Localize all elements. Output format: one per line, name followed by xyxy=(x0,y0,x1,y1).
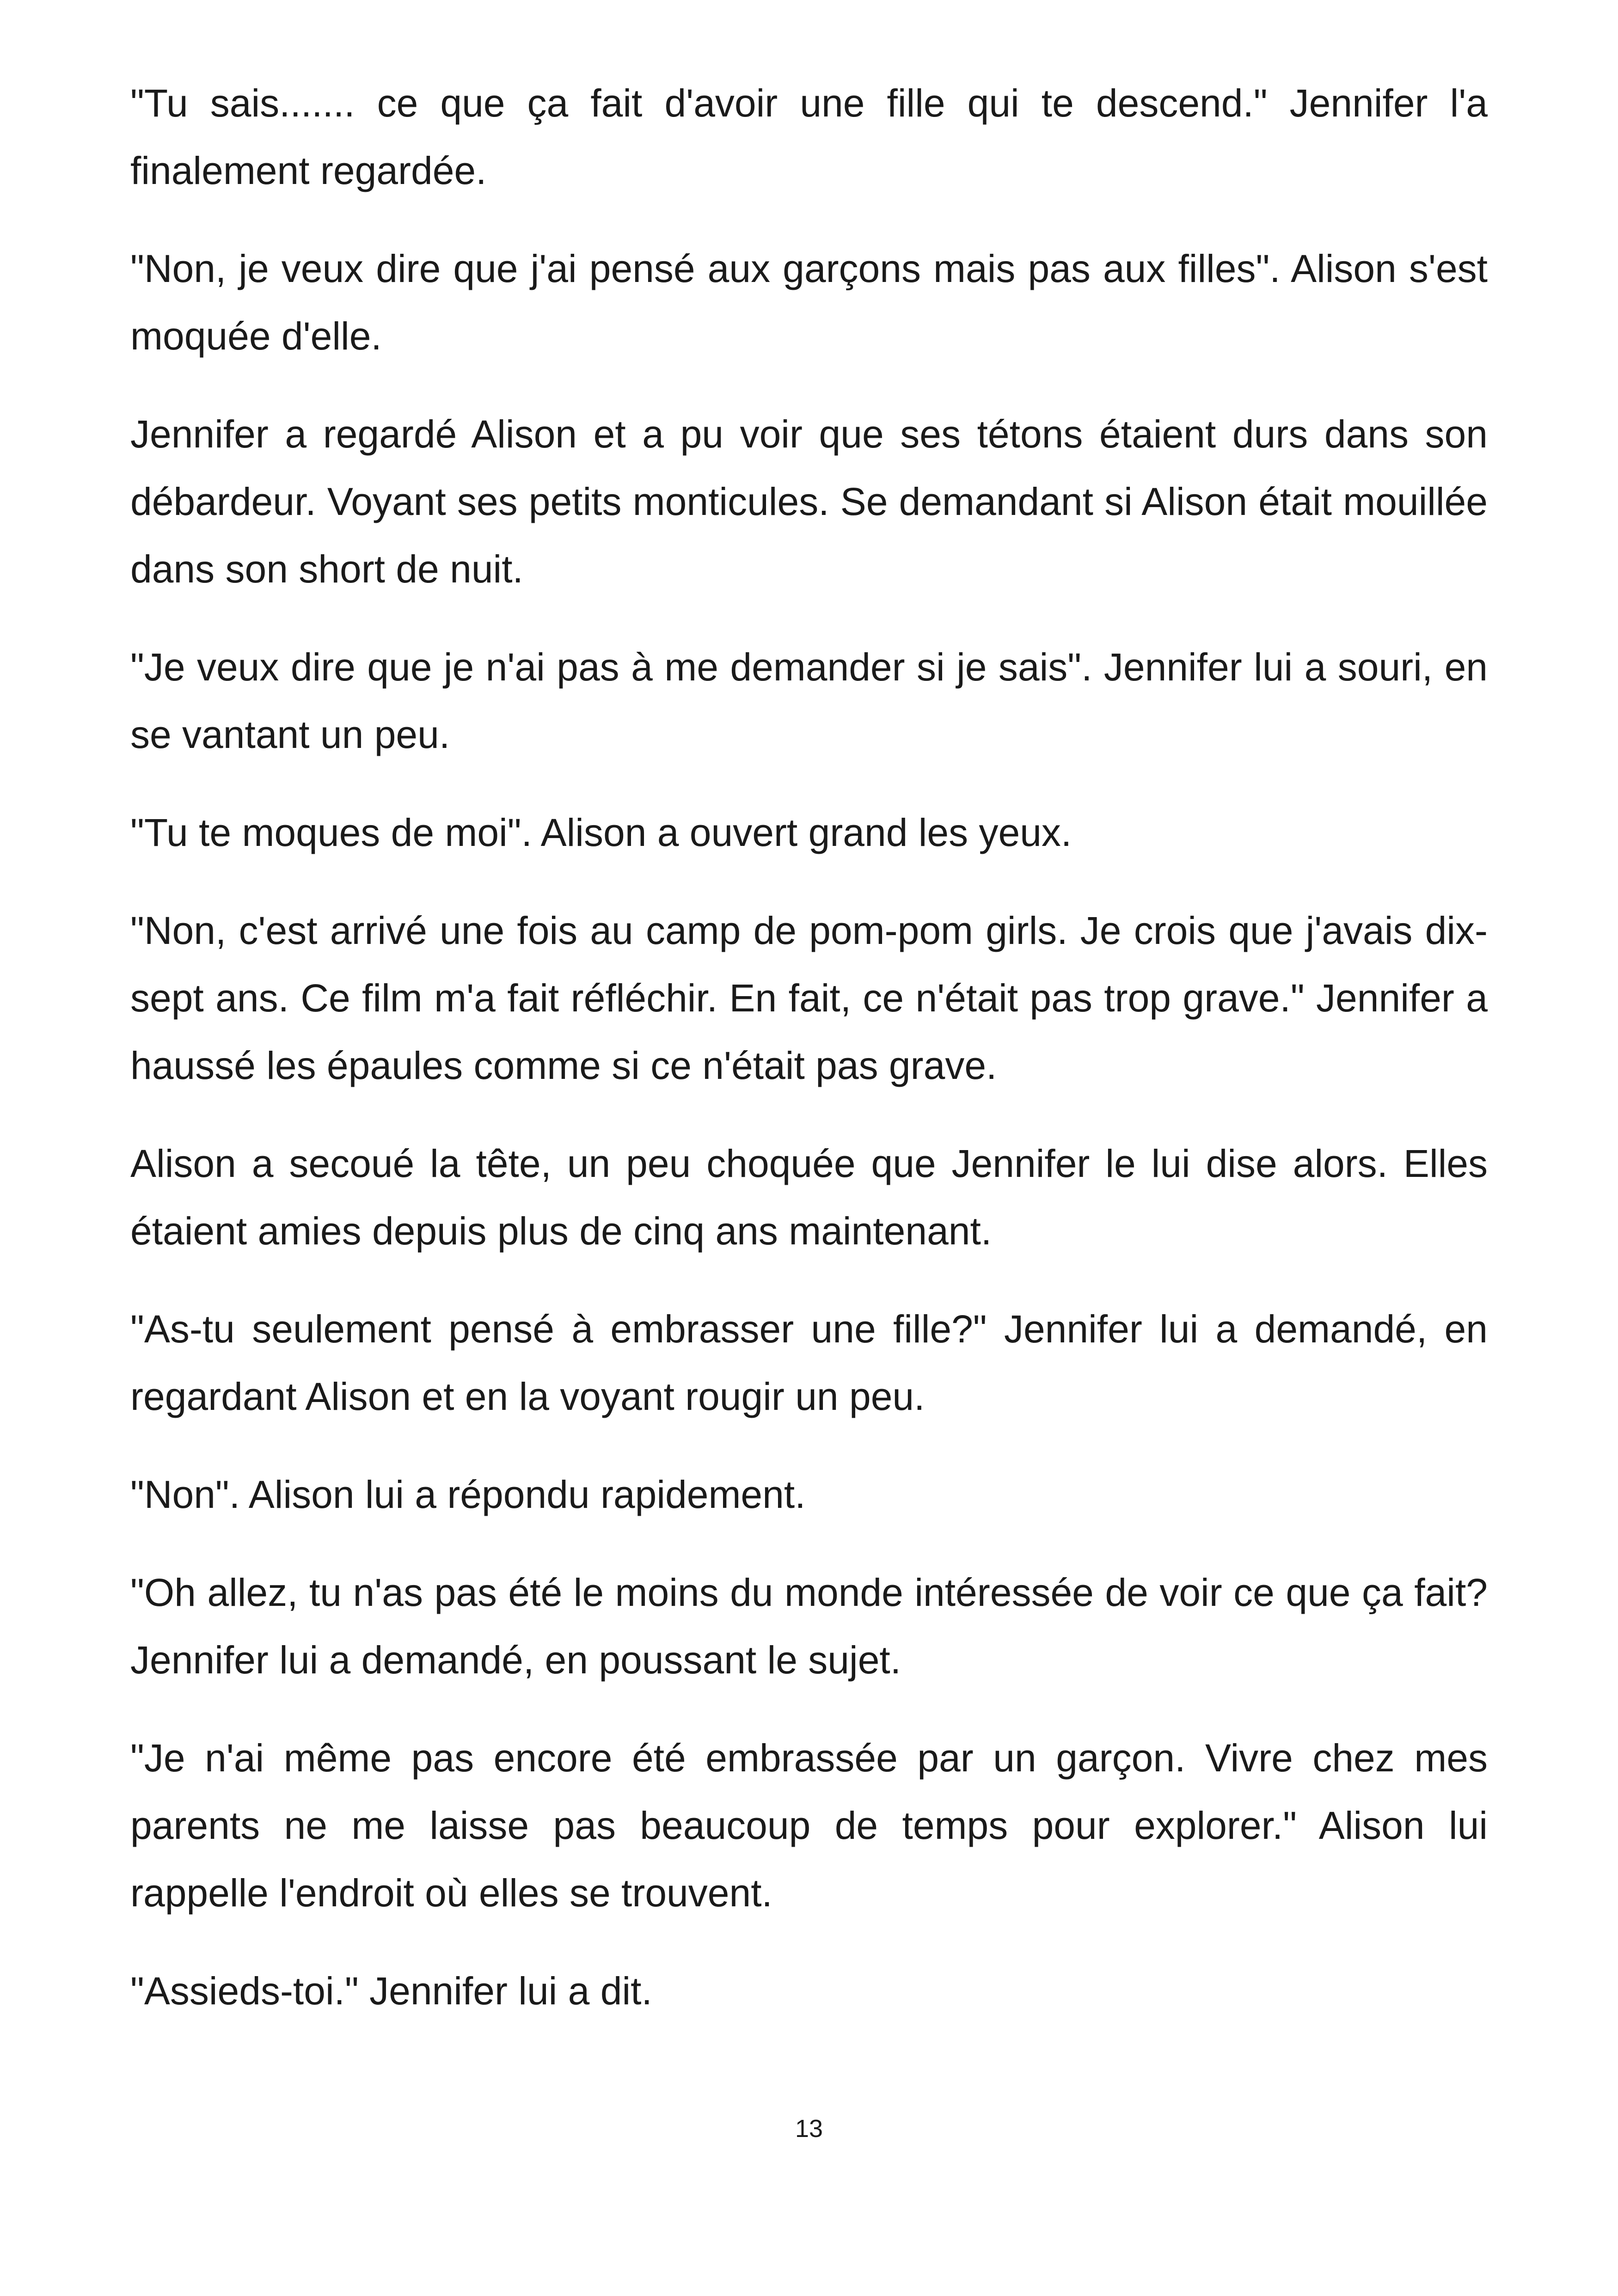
paragraph-4: "Je veux dire que je n'ai pas à me demander si je sais". Jennifer lui a souri, en se vantant un peu. xyxy=(130,645,1488,756)
paragraph-11: "Je n'ai même pas encore été embrassée par un garçon. Vivre chez mes parents ne me laisse pas beaucoup de temps pour explorer." Alison lui rappelle l'endroit où elles se trouvent. xyxy=(130,1736,1488,1915)
paragraph-7: Alison a secoué la tête, un peu choquée que Jennifer le lui dise alors. Elles étaient amies depuis plus de cinq ans maintenant. xyxy=(130,1142,1488,1253)
page-number: 13 xyxy=(795,2115,823,2143)
paragraph-8: "As-tu seulement pensé à embrasser une fille?" Jennifer lui a demandé, en regardant Alison et en la voyant rougir un peu. xyxy=(130,1307,1488,1418)
paragraph-6: "Non, c'est arrivé une fois au camp de pom-pom girls. Je crois que j'avais dix-sept ans. Ce film m'a fait réfléchir. En fait, ce n'était pas trop grave." Jennifer a haussé les épaules comme si ce n'était pas grave. xyxy=(130,909,1488,1087)
paragraph-2: "Non, je veux dire que j'ai pensé aux garçons mais pas aux filles". Alison s'est moquée d'elle. xyxy=(130,247,1488,358)
paragraph-3: Jennifer a regardé Alison et a pu voir que ses tétons étaient durs dans son débardeur. Voyant ses petits monticules. Se demandant si Alison était mouillée dans son short de nuit. xyxy=(130,412,1488,591)
paragraph-12: "Assieds-toi." Jennifer lui a dit. xyxy=(130,1969,652,2013)
paragraph-1: "Tu sais....... ce que ça fait d'avoir une fille qui te descend." Jennifer l'a finalement regardée. xyxy=(130,81,1488,192)
paragraph-5: "Tu te moques de moi". Alison a ouvert grand les yeux. xyxy=(130,811,1072,854)
body-text xyxy=(130,69,1488,2055)
paragraph-10: "Oh allez, tu n'as pas été le moins du monde intéressée de voir ce que ça fait? Jennifer lui a demandé, en poussant le sujet. xyxy=(130,1571,1488,1682)
paragraph-9: "Non". Alison lui a répondu rapidement. xyxy=(130,1473,806,1516)
